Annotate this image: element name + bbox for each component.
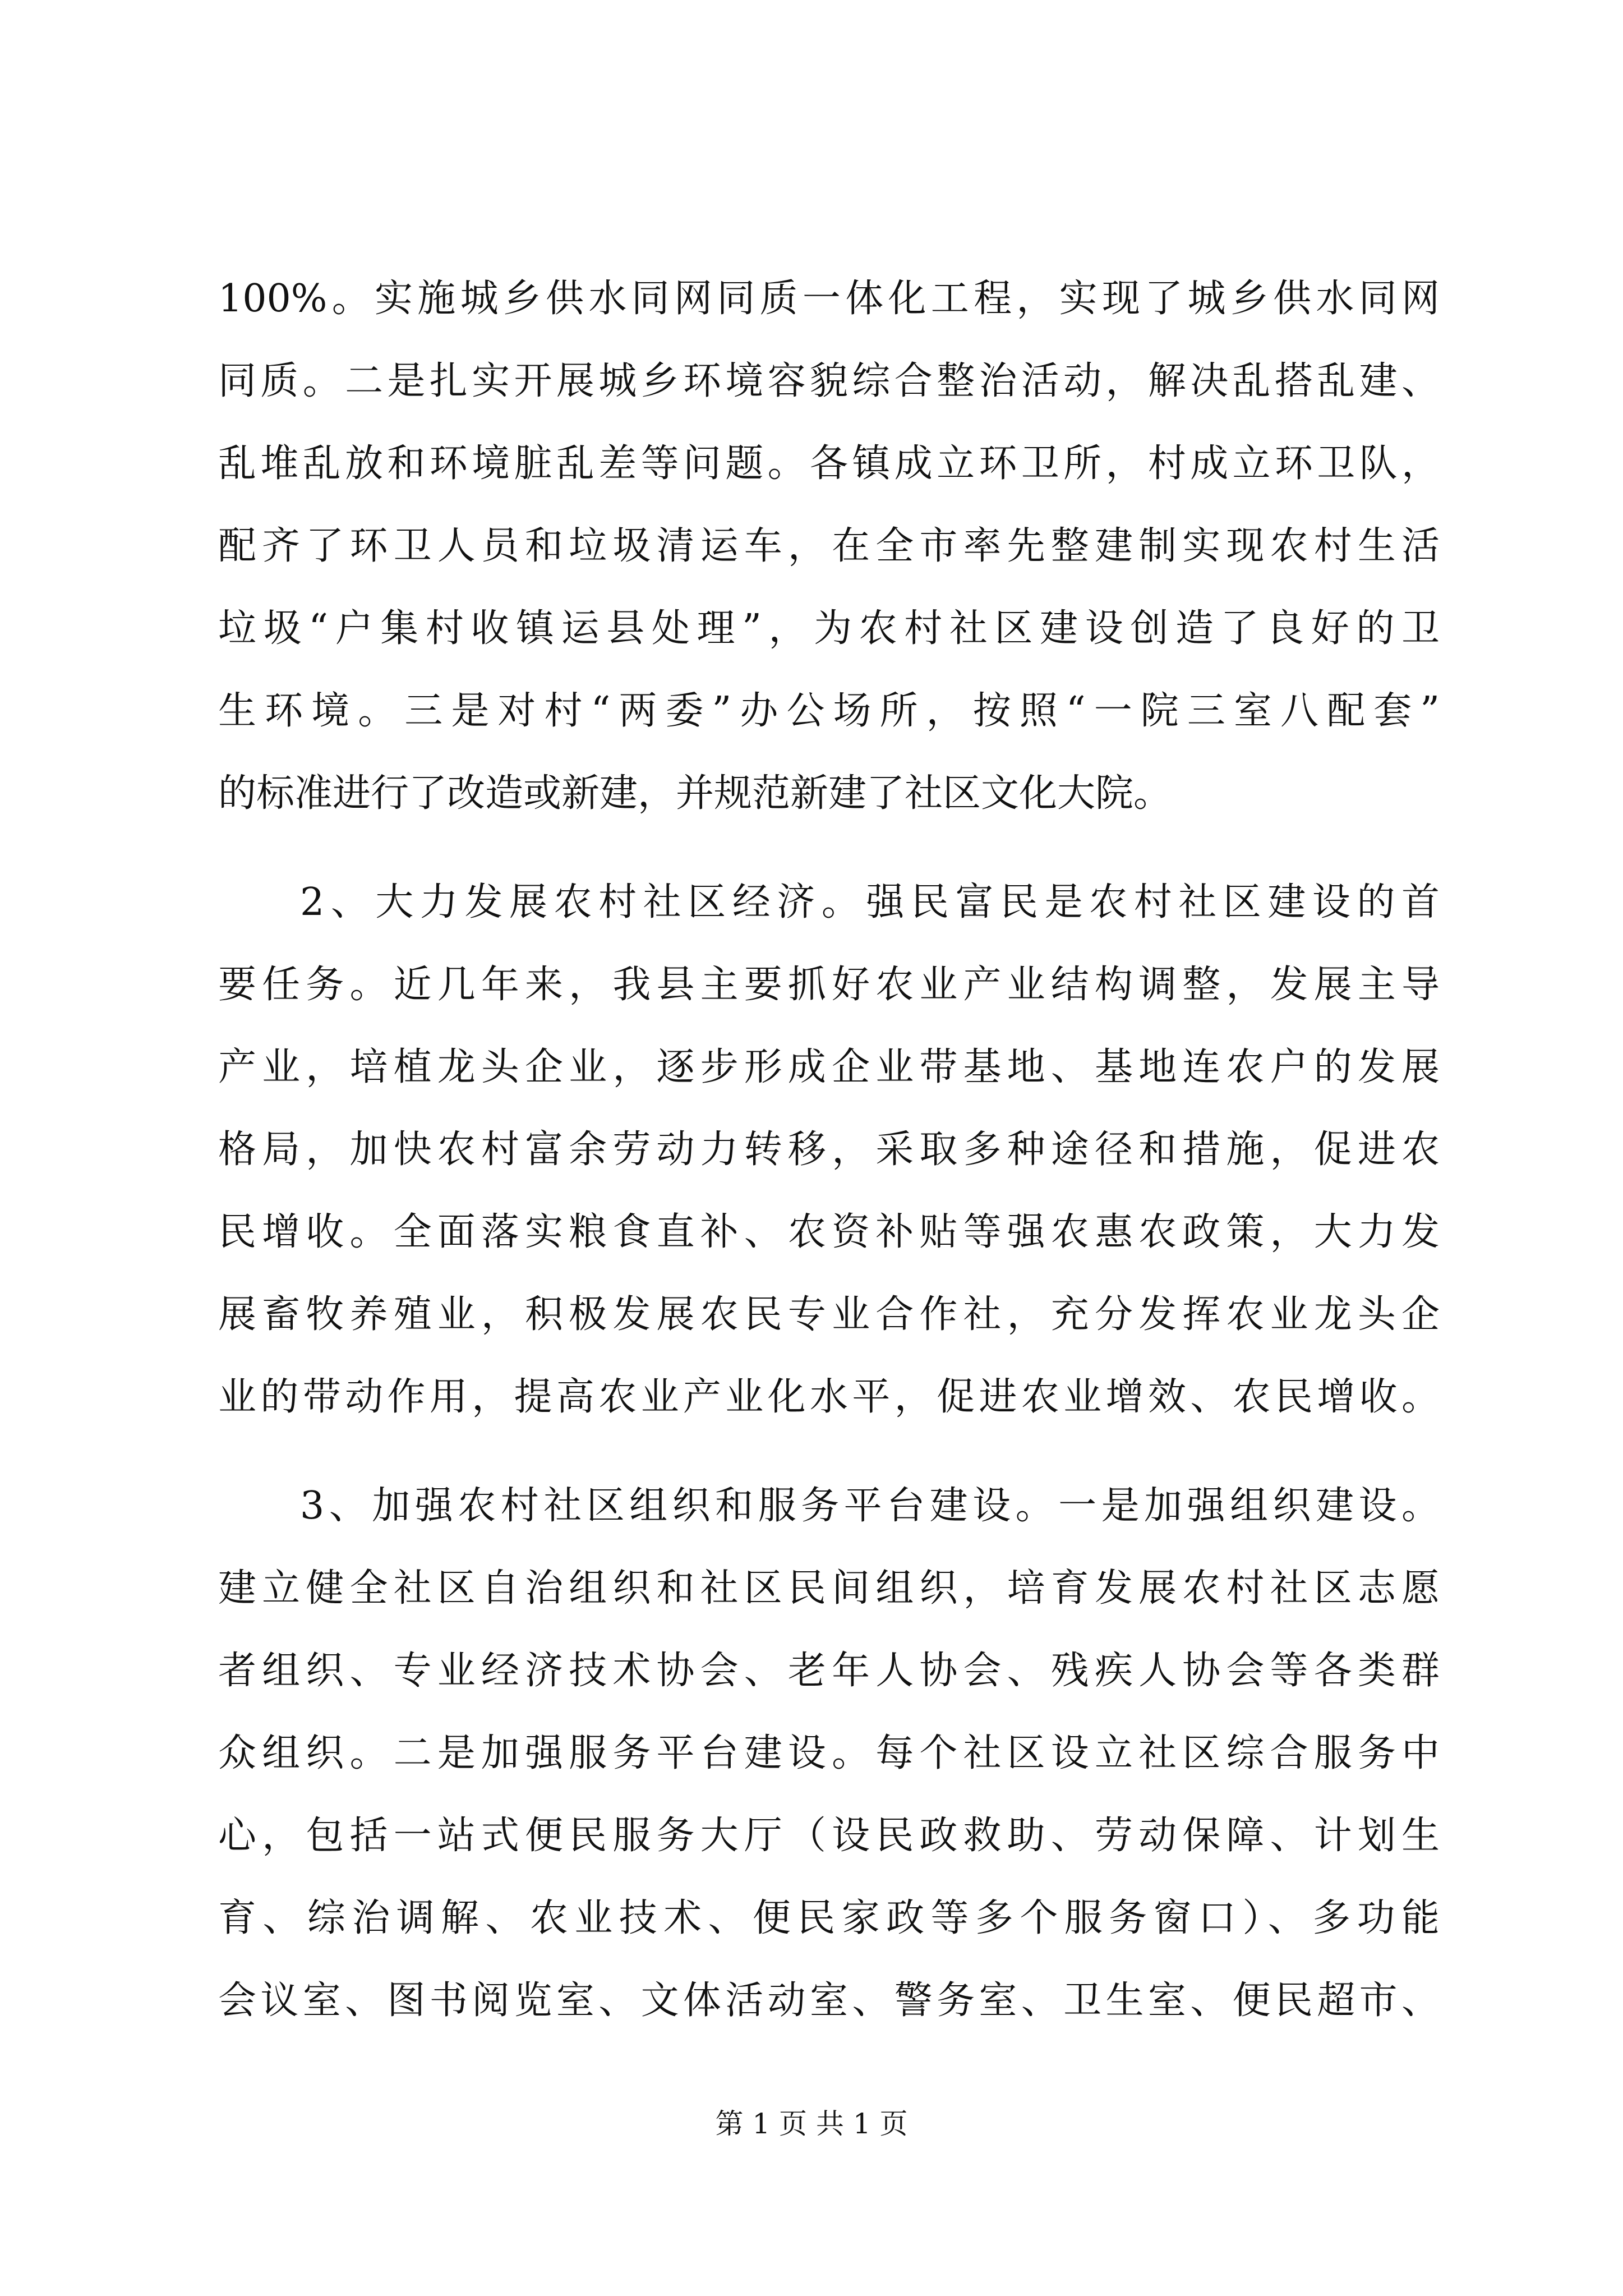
paragraph-3 xyxy=(218,1465,1440,2042)
paragraph-1 xyxy=(218,257,1440,835)
text-line: 3、加强农村社区组织和服务平台建设。一是加强组织建设。 xyxy=(300,1484,1440,1528)
text-line: 民增收。全面落实粮食直补、农资补贴等强农惠农政策，大力发 xyxy=(218,1210,1440,1254)
text-line: 者组织、专业经济技术协会、老年人协会、残疾人协会等各类群 xyxy=(218,1649,1440,1693)
text-line: 格局，加快农村富余劳动力转移，采取多种途径和措施，促进农 xyxy=(218,1128,1440,1172)
paragraph-2 xyxy=(218,861,1440,1438)
text-line: 育、综治调解、农业技术、便民家政等多个服务窗口）、多功能 xyxy=(218,1896,1440,1940)
text-line: 生环境。三是对村“两委”办公场所，按照“一院三室八配套” xyxy=(218,689,1440,733)
text-line: 同质。二是扎实开展城乡环境容貌综合整治活动，解决乱搭乱建、 xyxy=(218,359,1440,403)
text-line: 产业，培植龙头企业，逐步形成企业带基地、基地连农户的发展 xyxy=(218,1045,1440,1089)
text-line: 要任务。近几年来，我县主要抓好农业产业结构调整，发展主导 xyxy=(218,963,1440,1007)
text-line: 配齐了环卫人员和垃圾清运车，在全市率先整建制实现农村生活 xyxy=(218,524,1440,568)
text-line: 的标准进行了改造或新建，并规范新建了社区文化大院。 xyxy=(218,771,1172,816)
text-line: 2、大力发展农村社区经济。强民富民是农村社区建设的首 xyxy=(300,880,1440,924)
text-line: 垃圾“户集村收镇运县处理”，为农村社区建设创造了良好的卫 xyxy=(218,606,1440,651)
text-line: 会议室、图书阅览室、文体活动室、警务室、卫生室、便民超市、 xyxy=(218,1978,1440,2023)
document-body xyxy=(218,257,1440,2042)
text-line: 建立健全社区自治组织和社区民间组织，培育发展农村社区志愿 xyxy=(218,1566,1440,1611)
text-line: 100%。实施城乡供水同网同质一体化工程，实现了城乡供水同网 xyxy=(218,277,1440,321)
text-line: 展畜牧养殖业，积极发展农民专业合作社，充分发挥农业龙头企 xyxy=(218,1292,1440,1337)
text-line: 乱堆乱放和环境脏乱差等问题。各镇成立环卫所，村成立环卫队， xyxy=(218,441,1440,486)
page-number-footer: 第 1 页 共 1 页 xyxy=(715,2108,908,2140)
text-line: 心，包括一站式便民服务大厅（设民政救助、劳动保障、计划生 xyxy=(218,1814,1440,1858)
text-line: 众组织。二是加强服务平台建设。每个社区设立社区综合服务中 xyxy=(218,1731,1440,1775)
text-line: 业的带动作用，提高农业产业化水平，促进农业增效、农民增收。 xyxy=(218,1375,1440,1419)
